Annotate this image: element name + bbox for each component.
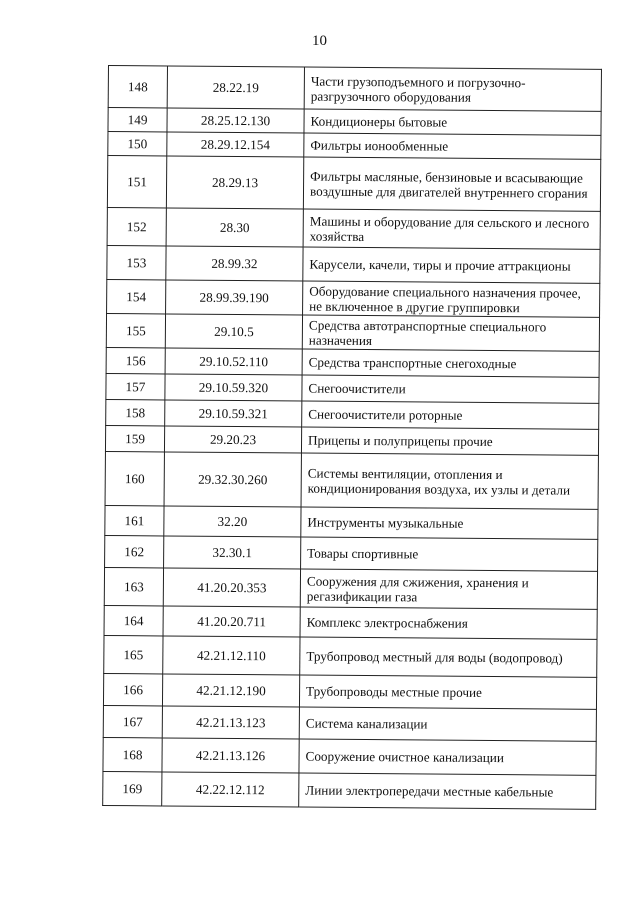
row-name: Трубопроводы местные прочие: [299, 675, 596, 709]
row-code: 41.20.20.353: [163, 568, 300, 607]
row-name: Прицепы и полуприцепы прочие: [301, 427, 598, 455]
row-number: 155: [106, 313, 165, 347]
row-number: 148: [108, 66, 167, 108]
row-code: 29.20.23: [164, 426, 301, 453]
row-number: 157: [106, 373, 165, 399]
row-code: 32.20: [164, 506, 301, 537]
classifier-table: [102, 65, 602, 810]
row-number: 153: [107, 245, 166, 279]
row-number: 167: [103, 705, 162, 737]
row-code: 28.29.13: [166, 156, 303, 209]
row-number: 160: [105, 451, 164, 505]
table-row: [103, 737, 596, 775]
row-name: Фильтры ионообменные: [304, 133, 601, 159]
row-number: 169: [103, 771, 162, 805]
row-code: 28.99.39.190: [166, 280, 303, 315]
table-row: [107, 245, 600, 283]
row-number: 158: [106, 399, 165, 425]
table-row: [105, 505, 598, 539]
row-number: 152: [107, 207, 166, 245]
row-code: 28.22.19: [167, 66, 304, 109]
table-row: [105, 425, 598, 455]
row-name: Средства транспортные снегоходные: [302, 349, 599, 377]
page-number: 10: [312, 33, 327, 49]
row-name: Линии электропередачи местные кабельные: [299, 773, 596, 809]
row-code: 29.10.5: [165, 314, 302, 349]
row-name: Системы вентиляции, отопления и кондиционирования воздуха, их узлы и детали: [301, 453, 598, 509]
table-row: [105, 451, 598, 509]
table-row: [103, 771, 596, 809]
row-number: 151: [107, 156, 166, 208]
row-number: 163: [104, 567, 163, 605]
row-name: Оборудование специального назначения прочее, не включенное в другие группировки: [303, 281, 600, 317]
row-name: Средства автотранспортные специального назначения: [302, 315, 599, 351]
row-number: 165: [104, 635, 163, 673]
row-name: Трубопровод местный для воды (водопровод): [300, 637, 597, 677]
row-name: Части грузоподъемного и погрузочно-разгрузочного оборудования: [304, 67, 601, 111]
row-name: Кондиционеры бытовые: [304, 109, 601, 135]
row-code: 28.25.12.130: [167, 108, 304, 133]
row-number: 164: [104, 605, 163, 635]
row-name: Товары спортивные: [301, 537, 598, 571]
row-code: 42.22.12.112: [162, 772, 299, 807]
row-code: 29.10.59.320: [165, 374, 302, 401]
row-code: 28.30: [166, 208, 303, 247]
table-row: [106, 347, 599, 377]
row-code: 29.32.30.260: [164, 452, 301, 507]
row-name: Сооружение очистное канализации: [299, 739, 596, 775]
table-row: [104, 605, 597, 639]
row-code: 28.99.32: [166, 246, 303, 281]
table-row: [104, 567, 597, 609]
row-code: 28.29.12.154: [167, 132, 304, 157]
row-number: 168: [103, 737, 162, 771]
table-row: [103, 673, 596, 709]
row-number: 161: [105, 505, 164, 535]
table-row: [105, 535, 598, 571]
row-number: 156: [106, 347, 165, 373]
row-code: 29.10.52.110: [165, 348, 302, 375]
row-number: 154: [107, 279, 166, 313]
row-code: 32.30.1: [164, 536, 301, 569]
table-row: [107, 156, 600, 212]
table-row: [106, 373, 599, 403]
row-name: Машины и оборудование для сельского и лесного хозяйства: [303, 209, 600, 249]
row-name: Карусели, качели, тиры и прочие аттракционы: [303, 247, 600, 283]
row-name: Инструменты музыкальные: [301, 507, 598, 539]
row-number: 166: [103, 673, 162, 705]
row-code: 41.20.20.711: [163, 606, 300, 637]
table-row: [103, 705, 596, 741]
table-row: [106, 313, 599, 351]
table-row: [106, 399, 599, 429]
table-row: [108, 66, 601, 112]
row-number: 149: [108, 108, 167, 132]
row-code: 42.21.12.110: [163, 636, 300, 675]
row-name: Система канализации: [299, 707, 596, 741]
table-row: [104, 635, 597, 677]
row-name: Снегоочистители роторные: [302, 401, 599, 429]
row-number: 159: [105, 425, 164, 451]
row-number: 162: [105, 535, 164, 567]
row-name: Сооружения для сжижения, хранения и регазификации газа: [300, 569, 597, 609]
row-code: 42.21.13.123: [162, 706, 299, 739]
table-row: [107, 207, 600, 249]
row-code: 29.10.59.321: [165, 400, 302, 427]
row-name: Снегоочистители: [302, 375, 599, 403]
table-row: [107, 279, 600, 317]
row-name: Комплекс электроснабжения: [300, 607, 597, 639]
row-code: 42.21.13.126: [162, 738, 299, 773]
row-name: Фильтры масляные, бензиновые и всасывающие воздушные для двигателей внутреннего сгорания: [303, 157, 600, 211]
row-code: 42.21.12.190: [162, 674, 299, 707]
row-number: 150: [108, 132, 167, 156]
